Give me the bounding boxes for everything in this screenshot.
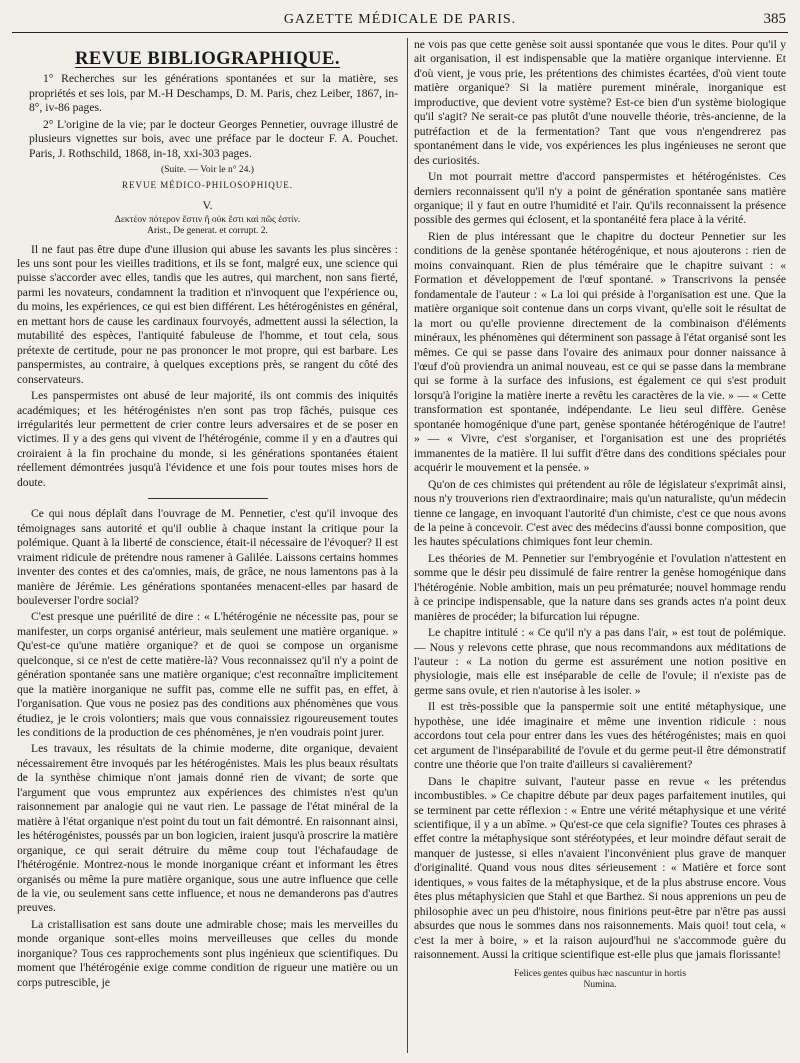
latin-quotation [414, 969, 786, 991]
reference-1: 1° Recherches sur les générations spontanées et sur la matière, ses propriétés et ses lois, par M.-H Deschamps, D. M. Paris, chez Leiber, 1867, in-8°, iv-86 pages. [29, 72, 398, 115]
quotation-line-2: Numina. [583, 979, 617, 990]
epigraph-greek: Δεκτέον πότερον ἔστιν ἢ οὐκ ἔστι καὶ πῶς ἐστίν. [114, 214, 301, 225]
separator-rule [148, 498, 268, 499]
paragraph: Il ne faut pas être dupe d'une illusion qui abuse les savants les plus sincères : les uns sont pour les vieilles traditions, et ils se font, malgré eux, une science qui puisse s'accorder avec elles, tandis que les autres, qui marchent, non sans fierté, parmi les novateurs, condamnent la tradition et n'invoquent que l'expérience ou, du moins, les expériences, ce qui est bien différent. Les hétérogénistes en général, en mettant hors de cause les cardinaux fourvoyés, admettent aussi la sélection, la mutabilité des espèces, l'antiquité fabuleuse de l'homme, et tout cela, sous prétexte de certitude, pour ne pas prononcer le mot propre, qui est barbare. Les panspermistes, au contraire, à quelques exceptions près, se rangent du côté des conservateurs. [17, 242, 398, 386]
paragraph: Les travaux, les résultats de la chimie moderne, dite organique, devaient nécessairement être invoqués par les hétérogénistes. Mais les plus beaux résultats de la synthèse chimique n'ont jamais donné rien de vivant; de sorte que l'argument que vous empruntez aux expériences des chimistes n'est qu'un raisonnement par analogie qui ne vaut rien. Le passage de l'état minéral de la matière à l'état organique n'est point du tout un fait démontré. En raisonnant ainsi, les hétérogénistes, poussés par un bon logicien, iraient jusqu'à proscrire la matière organique, ce qui serait détruire du même coup tout l'échafaudage de l'hétérogénie. Montrez-nous le monde inorganique créant et informant les êtres organisés ou même la pure matière organique, sous une autre influence que celle de la vie, ou seulement sans cette influence, et nous ne demanderons pas d'autres preuves. [17, 742, 398, 915]
page-number: 385 [763, 11, 786, 27]
paragraph: Les théories de M. Pennetier sur l'embryogénie et l'ovulation n'attestent en somme que le désir peu dissimulé de faire rentrer la genèse homogénique dans l'hétérogénie. Noble ambition, mais un peu prématurée; nouvel hommage rendu à ce principe indispensable, que la nature dans ses grands actes n'a point deux manières de procéder; la bifurcation lui répugne. [414, 551, 786, 623]
paragraph: Les panspermistes ont abusé de leur majorité, ils ont commis des iniquités académiques; et les hétérogénistes n'en sont pas trop fâchés, puisque ces irrégularités leur permettent de crier contre leurs adversaires et de se poser en victimes. Il y a des gens qui vivent de l'hétérogénie, comme il y en a d'autres qui croiraient à la fin prochaine du monde, si les générations spontanées étaient réellement démontrées jusqu'à l'évidence et une fois pour toutes mises hors de doute. [17, 389, 398, 489]
epigraph [17, 215, 398, 237]
paragraph: Dans le chapitre suivant, l'auteur passe en revue « les prétendus incombustibles. » Ce chapitre débute par deux pages parfaitement inutiles, qui se terminent par cette réflexion : « Entre une vérité métaphysique et une vérité scientifique, il y a un abîme. » Qu'est-ce que cela signifie? Toutes ces phrases à effet contre la métaphysique sont stéréotypées, et leur moindre défaut serait de manquer de justesse, si elles n'avaient l'inconvénient plus grave de manquer d'originalité. Quand vous nous dites sérieusement : « Matière et force sont identiques, » vous faites de la métaphysique, et de la plus abstruse encore. Vous êtes plus métaphysicien que Stahl et que Barthez. Si nous apprenions un peu de philosophie avec un peu d'histoire, nous finirions peut-être par n'être pas aussi absurdes que nous le sommes dans nos raisonnements. Mais quoi! tout cela, « c'est la mer à boire, » et la raison aujourd'hui ne s'accommode guère du raisonnement. Aussi la critique scientifique est-elle plus que jamais florissante! [414, 774, 786, 962]
column-divider [407, 38, 408, 1053]
left-column [17, 38, 398, 1058]
page-header [12, 10, 788, 33]
paragraph: Rien de plus intéressant que le chapitre du docteur Pennetier sur les conditions de la genèse spontanée hétérogénique, et nous ajouterons : rien de moins convainquant. Rien de plus téméraire que le chapitre suivant : « Formation et développement de l'œuf spontané. » Transcrivons la pensée fondamentale de l'auteur : « La loi qui préside à l'organisation est une. Que la matière organique soit contenue dans un corps vivant, qu'elle soit le résultat de la mort ou qu'elle provienne directement de la combinaison d'éléments minéraux, les phénomènes qui déterminent son passage à l'état organisé sont les mêmes. Ce qui se passe dans l'ovaire des animaux pour donner naissance à l'œuf d'où proviendra un animal nouveau, est ce qui se passe dans la membrane qui se forme à la surface des infusions, est également ce qui s'est produit lorsqu'à l'origine la matière inerte a revêtu les caractères de la vie. » — « Cette transformation est spontanée, indépendante. Le lieu seul diffère. Genèse spontanée homogénique d'une part, genèse spontanée hétérogénique de l'autre! » — « Vivre, c'est s'organiser, et l'organisation est une des propriétés immanentes de la matière. Il lui suffit d'être dans des conditions spéciales pour acquérir le mouvement et la pensée. » [414, 229, 786, 475]
paragraph: Qu'on de ces chimistes qui prétendent au rôle de législateur s'exprimât ainsi, nous n'y trouverions rien d'extraordinaire; mais qu'un naturaliste, qu'un médecin tienne ce langage, en invoquant l'autorité d'un chimiste, c'est ce que nous avons de la peine à concevoir. C'est avec des médecins d'aussi bonne composition, que les hautes spéculations chimiques font leur chemin. [414, 477, 786, 549]
right-column [414, 38, 786, 1058]
rubric: REVUE MÉDICO-PHILOSOPHIQUE. [122, 179, 293, 190]
section-heading: REVUE BIBLIOGRAPHIQUE. [75, 49, 340, 69]
paragraph: ne vois pas que cette genèse soit aussi spontanée que vous le dites. Pour qu'il y ait organisation, il est indispensable que la matière organique intervienne. Et d'où vient, je vous prie, les prétentions des chimistes écartées, d'où vient toute matière organique? Si la matière purement minérale, inorganique est improductive, que devient votre système? Est-ce bien d'un système biologique qu'il s'agit? Ne serait-ce pas plutôt d'une nouvelle théorie, très-ancienne, de la putréfaction et de la fermentation? Tant que vous n'engendrerez pas spontanément dans le vide, vos expériences les plus ingénieuses ne seront que des curiosités. [414, 38, 786, 167]
continuation-note: (Suite. — Voir le n° 24.) [161, 165, 254, 176]
paragraph: Le chapitre intitulé : « Ce qu'il n'y a pas dans l'air, » est tout de polémique. — Nous y relevons cette phrase, que nous recommandons aux méditations de l'auteur : « La notion du germe est assurément une notion positive en physiologie, mais elle est inséparable de celle de l'ovule; il n'existe pas de germe sans ovule, et rien n'autorise à les isoler. » [414, 626, 786, 697]
section-number: V. [202, 198, 213, 213]
paragraph: La cristallisation est sans doute une admirable chose; mais les merveilles du monde organique sont-elles moins merveilleuses que celles du monde inorganique? Tous ces rapprochements sont plus ingénieux que scientifiques. Du moment que l'hétérogénie exige comme condition de rigueur une matière ou un corps putrescible, je [17, 917, 398, 989]
paragraph: Ce qui nous déplaît dans l'ouvrage de M. Pennetier, c'est qu'il invoque des témoignages sans autorité et qu'il oublie à chaque instant la critique pour la polémique. Quant à la liberté de conscience, était-il nécessaire de l'évoquer? Il est vraiment ridicule de prétendre nous ramener à Galilée. Laissons certains hommes inventer des contes et des ca'omnies, mais, de grâce, ne nous lamentons pas à la manière de Jérémie. Les générations spontanées menacent-elles par hasard de bouleverser l'ordre social? [17, 507, 398, 607]
quotation-line-1: Felices gentes quibus hæc nascuntur in hortis [513, 968, 687, 979]
journal-title: GAZETTE MÉDICALE DE PARIS. [283, 12, 517, 27]
reference-2: 2° L'origine de la vie; par le docteur Georges Pennetier, ouvrage illustré de plusieurs vignettes sur bois, avec une préface par le docteur F. A. Pouchet. Paris, J. Rothschild, 1868, in-18, xxi-303 pages. [29, 117, 398, 160]
epigraph-source: Arist., De generat. et corrupt. 2. [147, 225, 268, 236]
paragraph: Un mot pourrait mettre d'accord panspermistes et hétérogénistes. Ces derniers reconnaissent qu'il n'y a point de génération spontanée sans matière organique; il y faut en outre l'humidité et l'air. Qu'ils reconnaissent la présence possible des germes qui éclosent, et la spontanéité fera place à la vérité. [414, 170, 786, 227]
paragraph: C'est presque une puérilité de dire : « L'hétérogénie ne nécessite pas, pour se manifester, un corps organisé antérieur, mais seulement une matière organique. » Qu'est-ce qu'une matière organique? et de quoi se compose un organisme quelconque, si ce n'est de cette matière-là? Vous reconnaissez qu'il n'y a point de génération spontanée sans une matière organique; c'est reconnaître implicitement que la matière inorganique ne suffit pas, comme elle ne suffit pas, en effet, à l'organisation. Que vous ne posiez pas des conditions aux phénomènes que vous étudiez, je le crois volontiers; mais que vous connaissiez rigoureusement toutes les conditions de la production de ces phénomènes, je n'en voudrais point jurer. [17, 610, 398, 740]
paragraph: Il est très-possible que la panspermie soit une entité métaphysique, une hypothèse, une idée imaginaire et même une invention ridicule : nous accordons tout cela pour entrer dans les vues des hétérogénistes; mais en quoi cet argument de l'inséparabilité de l'ovule et du germe peut-il être démonstratif contre une théorie que l'on traite d'ailleurs si cavalièrement? [414, 700, 786, 772]
